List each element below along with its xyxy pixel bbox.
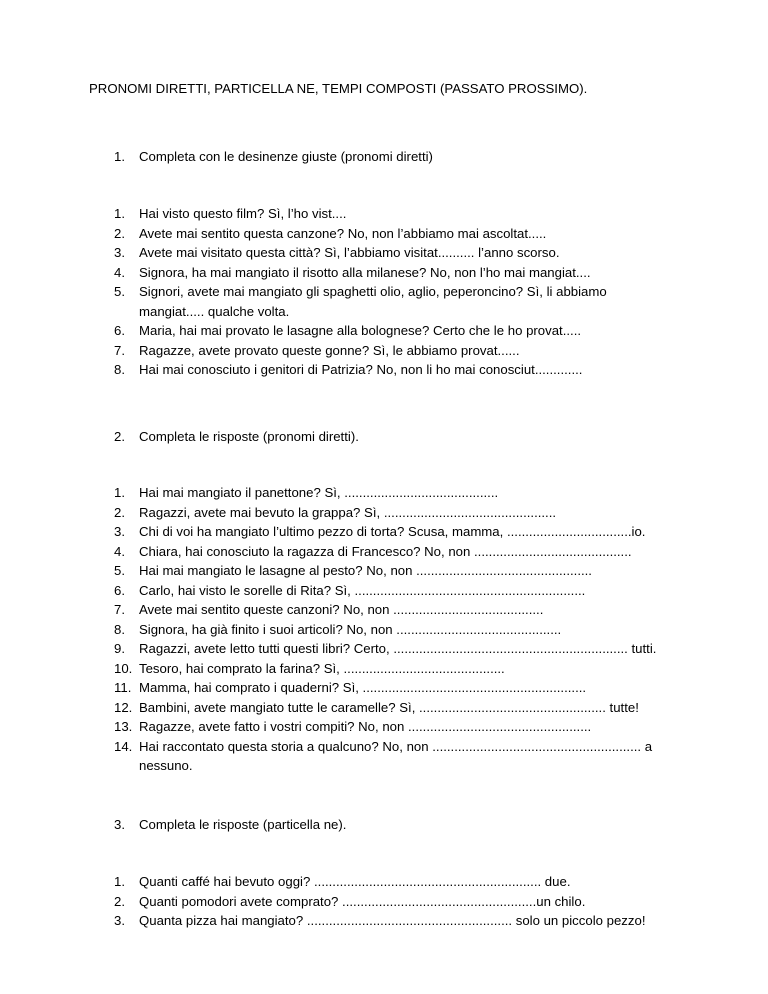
item-text: Hai mai mangiato le lasagne al pesto? No, non ................................................ (139, 563, 592, 578)
list-item (114, 204, 674, 224)
list-item (114, 321, 674, 341)
item-number: 8. (114, 362, 125, 377)
list-item (114, 224, 674, 244)
item-text: Avete mai sentito questa canzone? No, non l’abbiamo mai ascoltat..... (139, 225, 547, 241)
item-number: 2. (114, 225, 125, 241)
list-item (114, 542, 674, 562)
list-item (114, 341, 674, 361)
item-text: Ragazzi, avete letto tutti questi libri? Certo, ................................................................ tutti. (139, 641, 657, 656)
item-text: Signora, ha già finito i suoi articoli? No, non ............................................. (139, 621, 562, 637)
section-1-list (114, 204, 674, 380)
item-number: 1. (114, 485, 125, 500)
item-number: 14. (114, 738, 133, 754)
item-text: Ragazze, avete provato queste gonne? Sì, le abbiamo provat...... (139, 342, 520, 358)
list-item (114, 911, 674, 931)
list-item (114, 659, 674, 679)
item-number: 13. (114, 719, 133, 734)
item-number: 6. (114, 323, 125, 338)
list-item (114, 581, 674, 601)
item-number: 11. (114, 680, 132, 695)
item-number: 6. (114, 582, 125, 598)
list-item (114, 678, 674, 698)
item-text: Quanti pomodori avete comprato? .....................................................un chilo. (139, 893, 586, 909)
list-item (114, 717, 674, 737)
item-text: Mamma, hai comprato i quaderni? Sì, ............................................................. (139, 680, 587, 695)
list-item (114, 620, 674, 640)
section-title: Completa le risposte (pronomi diretti). (139, 429, 359, 444)
item-number: 10. (114, 660, 133, 676)
list-item (114, 698, 674, 718)
item-text: Ragazze, avete fatto i vostri compiti? No, non .................................................. (139, 719, 592, 734)
list-item (114, 522, 674, 542)
item-text: Avete mai visitato questa città? Sì, l’abbiamo visitat.......... l’anno scorso. (139, 245, 560, 260)
item-number: 4. (114, 264, 125, 280)
item-text: Tesoro, hai comprato la farina? Sì, ............................................ (139, 660, 505, 676)
item-number: 7. (114, 342, 125, 358)
item-text: Chiara, hai conosciuto la ragazza di Francesco? No, non ........................................... (139, 543, 632, 559)
section-number: 3. (114, 817, 125, 832)
list-item (114, 282, 674, 321)
item-number: 3. (114, 245, 125, 260)
section-number: 2. (114, 429, 125, 444)
section-2-list (114, 483, 674, 776)
list-item (114, 639, 674, 659)
list-item (114, 263, 674, 283)
item-text: Signora, ha mai mangiato il risotto alla milanese? No, non l’ho mai mangiat.... (139, 264, 591, 280)
item-number: 5. (114, 563, 125, 578)
item-text: Hai mai conosciuto i genitori di Patrizia? No, non li ho mai conosciut............. (139, 362, 583, 377)
item-text: Carlo, hai visto le sorelle di Rita? Sì, ............................................................... (139, 582, 586, 598)
item-text: Signori, avete mai mangiato gli spaghetti olio, aglio, peperoncino? Sì, li abbiamo mangiat..... qualche volta. (139, 284, 607, 319)
item-number: 3. (114, 913, 125, 928)
item-number: 4. (114, 543, 125, 559)
list-item (114, 360, 674, 380)
section-title: Completa con le desinenze giuste (pronomi diretti) (139, 149, 433, 164)
item-text: Bambini, avete mangiato tutte le caramelle? Sì, ................................................... tutte! (139, 699, 639, 715)
item-number: 2. (114, 893, 125, 909)
item-number: 1. (114, 206, 125, 221)
item-number: 9. (114, 641, 125, 656)
item-text: Quanti caffé hai bevuto oggi? .............................................................. due. (139, 874, 571, 889)
list-item (114, 600, 674, 620)
item-number: 1. (114, 874, 125, 889)
item-text: Quanta pizza hai mangiato? ........................................................ solo un piccolo pezzo! (139, 913, 646, 928)
item-text: Hai mai mangiato il panettone? Sì, .......................................... (139, 485, 499, 500)
item-number: 2. (114, 504, 125, 520)
section-number: 1. (114, 149, 125, 164)
item-text: Hai raccontato questa storia a qualcuno? No, non ......................................................... a nessuno. (139, 738, 653, 773)
item-text: Chi di voi ha mangiato l’ultimo pezzo di torta? Scusa, mamma, ..................................io. (139, 524, 646, 539)
list-item (114, 561, 674, 581)
item-number: 8. (114, 621, 125, 637)
list-item (114, 737, 674, 776)
item-number: 7. (114, 602, 125, 617)
section-title: Completa le risposte (particella ne). (139, 817, 347, 832)
item-number: 5. (114, 284, 125, 299)
item-number: 3. (114, 524, 125, 539)
item-text: Ragazzi, avete mai bevuto la grappa? Sì, ............................................... (139, 504, 557, 520)
item-text: Avete mai sentito queste canzoni? No, non ......................................... (139, 602, 544, 617)
list-item (114, 872, 674, 892)
item-text: Hai visto questo film? Sì, l’ho vist.... (139, 206, 347, 221)
list-item (114, 892, 674, 912)
item-number: 12. (114, 699, 133, 715)
section-3-list (114, 872, 674, 931)
document-title: PRONOMI DIRETTI, PARTICELLA NE, TEMPI COMPOSTI (PASSATO PROSSIMO). (89, 81, 588, 96)
list-item (114, 503, 674, 523)
item-text: Maria, hai mai provato le lasagne alla bolognese? Certo che le ho provat..... (139, 323, 582, 338)
list-item (114, 483, 674, 503)
list-item (114, 243, 674, 263)
